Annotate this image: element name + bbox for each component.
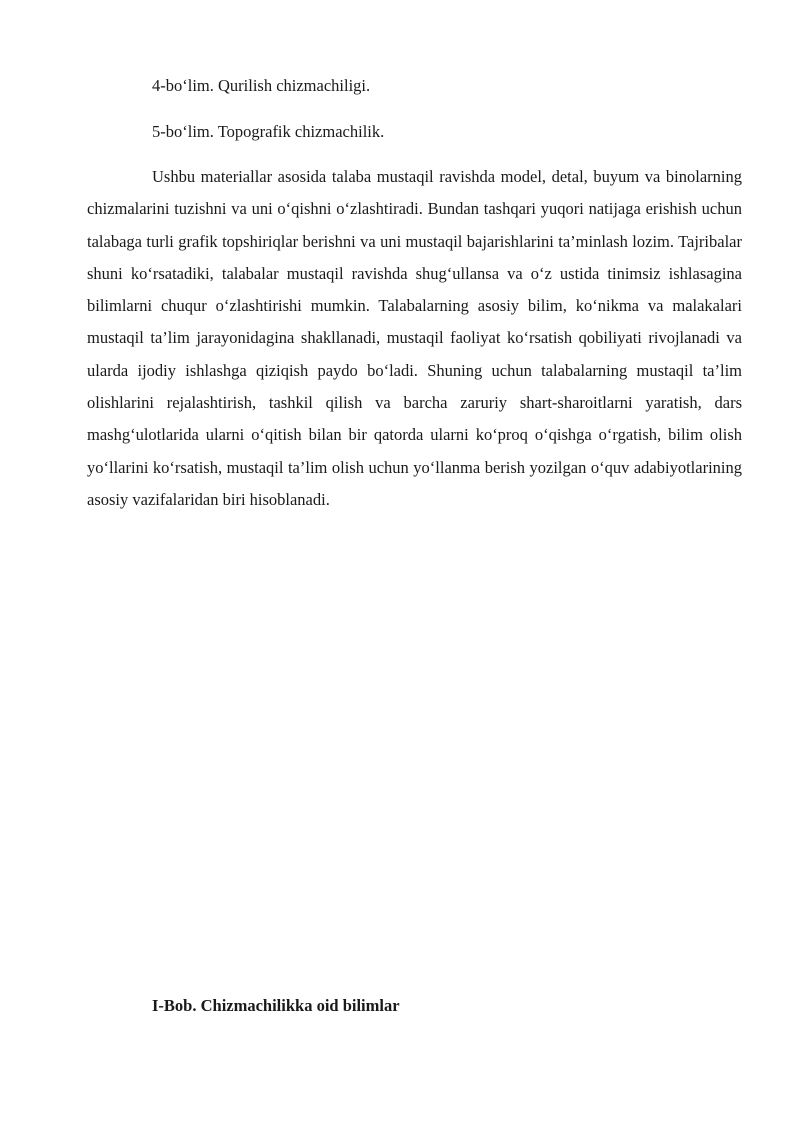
body-paragraph: Ushbu materiallar asosida talaba mustaqil ravishda model, detal, buyum va binolarning chizmalarini tuzishni va uni o‘qishni o‘zlashtiradi. Bundan tashqari yuqori natijaga erishish uchun talabaga turli grafik topshiriqlar berishni va uni mustaqil bajarishlarini ta’minlash lozim. Tajribalar shuni ko‘rsatadiki, talabalar mustaqil ravishda shug‘ullansa va o‘z ustida tinimsiz ishlasagina bilimlarni chuqur o‘zlashtirishi mumkin. Talabalarning asosiy bilim, ko‘nikma va malakalari mustaqil ta’lim jarayonidagina shakllanadi, mustaqil faoliyat ko‘rsatish qobiliyati rivojlanadi va ularda ijodiy ishlashga qiziqish paydo bo‘ladi. Shuning uchun talabalarning mustaqil ta’lim olishlarini rejalashtirish, tashkil qilish va barcha zaruriy shart-sharoitlarni yaratish, dars mashg‘ulotlarida ularni o‘qitish bilan bir qatorda ularni ko‘proq o‘qishga o‘rgatish, bilim olish yo‘llarini ko‘rsatish, mustaqil ta’lim olish uchun yo‘llanma berish yozilgan o‘quv adabiyotlarining asosiy vazifalaridan biri hisoblanadi. xyxy=(87,167,742,509)
chapter-heading: I-Bob. Chizmachilikka oid bilimlar xyxy=(152,996,400,1015)
section-5-line: 5-bo‘lim. Topografik chizmachilik. xyxy=(152,122,385,141)
section-4-line: 4-bo‘lim. Qurilish chizmachiligi. xyxy=(152,76,371,95)
